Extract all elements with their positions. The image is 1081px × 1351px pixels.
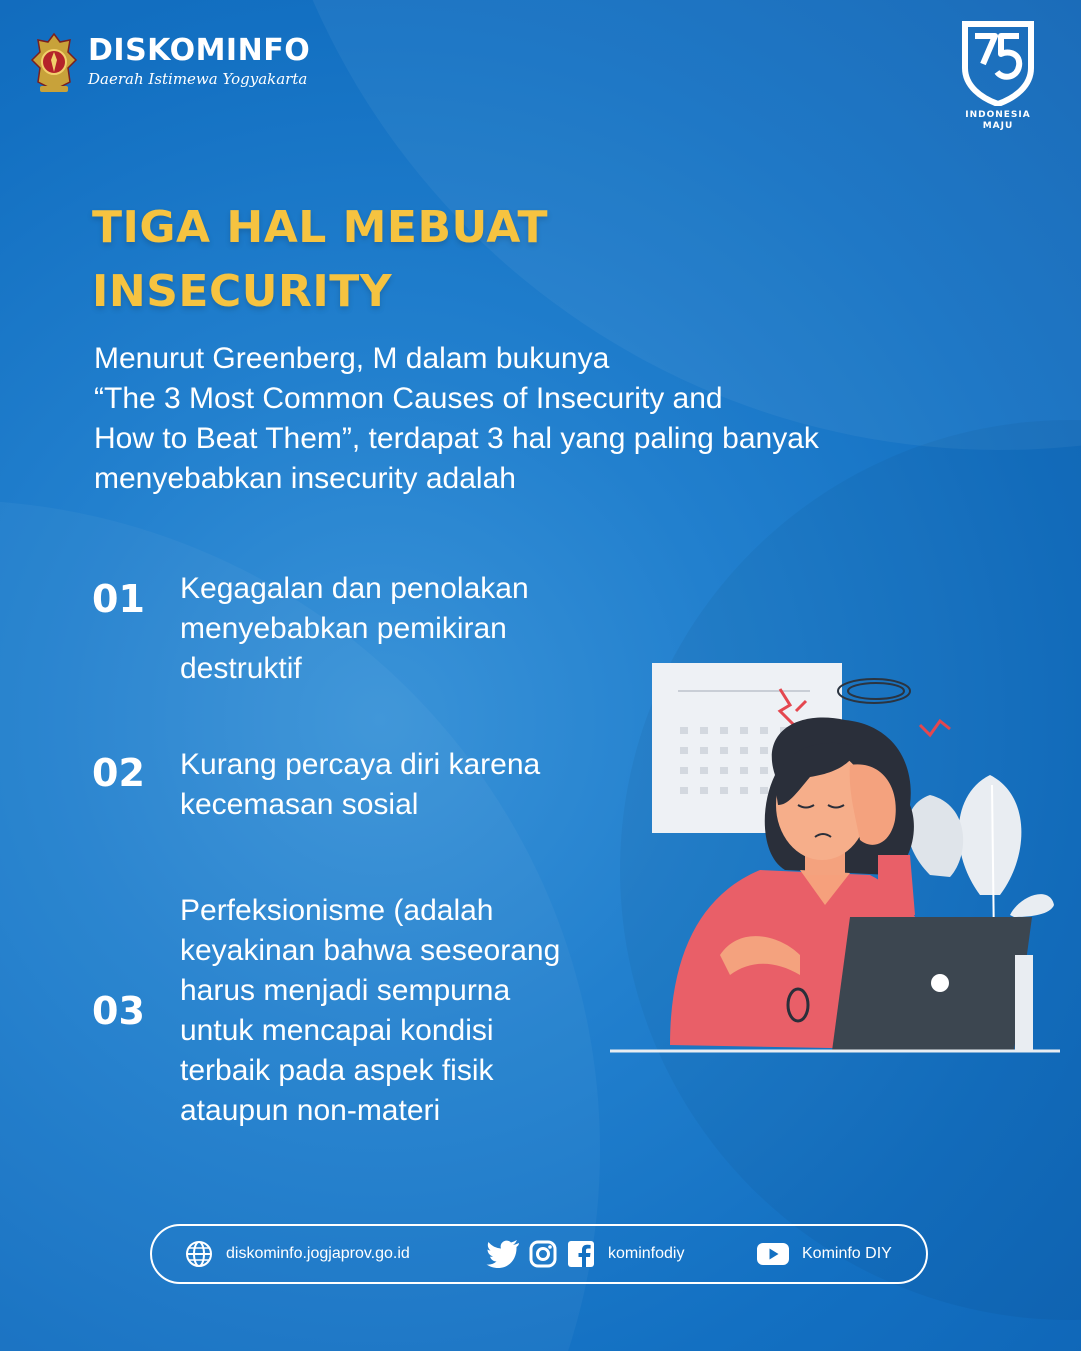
- youtube-channel: Kominfo DIY: [802, 1245, 892, 1262]
- diskominfo-logo: [30, 30, 310, 94]
- item-text-line: Kurang percaya diri karena: [180, 748, 541, 781]
- title-line-2: INSECURITY: [92, 266, 393, 317]
- list-item-01: [92, 569, 529, 689]
- website-link[interactable]: [184, 1239, 410, 1269]
- globe-icon: [184, 1239, 214, 1269]
- facebook-icon[interactable]: [566, 1239, 596, 1269]
- yogyakarta-crest-icon: [30, 30, 78, 94]
- org-subtitle: Daerah Istimewa Yogyakarta: [88, 70, 308, 88]
- social-handle: kominfodiy: [608, 1245, 685, 1262]
- item-text-line: harus menjadi sempurna: [180, 974, 511, 1007]
- badge-line-1: INDONESIA: [965, 110, 1031, 120]
- item-text-line: terbaik pada aspek fisik: [180, 1054, 494, 1087]
- title-line-1: TIGA HAL MEBUAT: [92, 202, 549, 253]
- indonesia-maju-75-logo: [958, 20, 1038, 132]
- seventy-five-shield-icon: [961, 20, 1035, 106]
- intro-line: menyebabkan insecurity adalah: [94, 462, 516, 495]
- org-name: DISKOMINFO: [88, 33, 311, 68]
- stressed-woman-illustration: [610, 655, 1060, 1065]
- item-number: 03: [92, 989, 145, 1033]
- intro-line: How to Beat Them”, terdapat 3 hal yang paling banyak: [94, 422, 819, 455]
- social-links: [486, 1239, 684, 1269]
- list-item-03: [92, 891, 560, 1131]
- list-item-02: [92, 745, 540, 825]
- item-text-line: destruktif: [180, 652, 302, 685]
- page-title: [92, 196, 548, 324]
- item-text-line: menyebabkan pemikiran: [180, 612, 507, 645]
- intro-paragraph: [94, 339, 954, 499]
- item-text: [180, 569, 529, 689]
- youtube-icon: [756, 1242, 790, 1266]
- item-text-line: untuk mencapai kondisi: [180, 1014, 494, 1047]
- item-text-line: Kegagalan dan penolakan: [180, 572, 529, 605]
- youtube-link[interactable]: [756, 1242, 892, 1266]
- item-text-line: kecemasan sosial: [180, 788, 419, 821]
- website-url: diskominfo.jogjaprov.go.id: [226, 1245, 410, 1262]
- footer-bar: [150, 1224, 928, 1284]
- intro-line: Menurut Greenberg, M dalam bukunya: [94, 342, 610, 375]
- badge-line-2: MAJU: [982, 121, 1014, 131]
- intro-line: “The 3 Most Common Causes of Insecurity and: [94, 382, 723, 415]
- item-number: 01: [92, 577, 145, 621]
- item-number: 02: [92, 751, 145, 795]
- instagram-icon[interactable]: [528, 1239, 558, 1269]
- item-text-line: keyakinan bahwa seseorang: [180, 934, 561, 967]
- item-text-line: ataupun non-materi: [180, 1094, 441, 1127]
- item-text: [180, 745, 540, 825]
- twitter-icon[interactable]: [486, 1239, 520, 1269]
- item-text: [180, 891, 560, 1131]
- item-text-line: Perfeksionisme (adalah: [180, 894, 494, 927]
